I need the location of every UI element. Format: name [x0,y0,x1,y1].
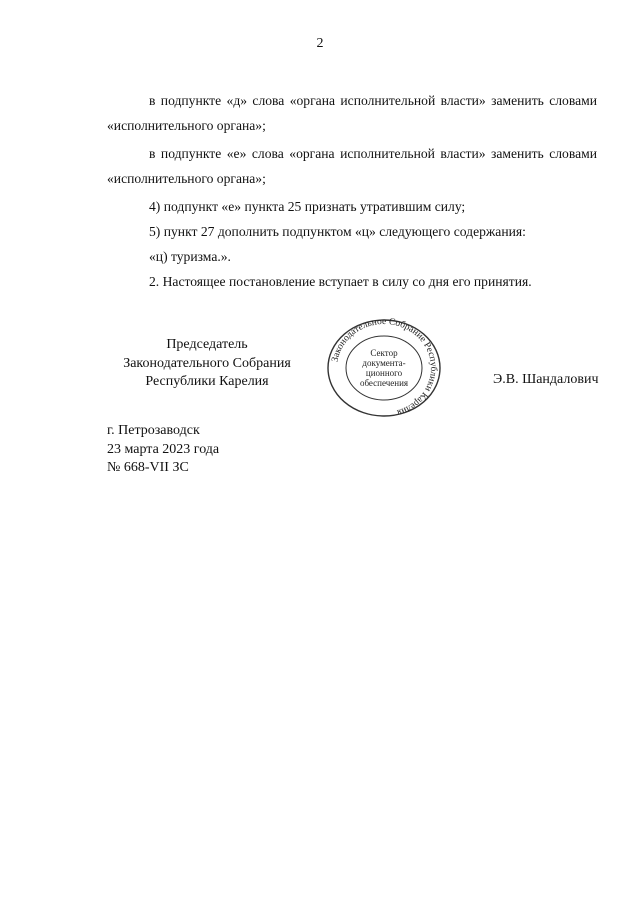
paragraph: в подпункте «д» слова «органа исполнительной власти» заменить словами «исполнительного органа»; [107,93,597,133]
document-number: № 668-VII ЗС [107,460,189,475]
stamp-text: обеспечения [359,378,409,388]
paragraph: в подпункте «е» слова «органа исполнительной власти» заменить словами «исполнительного органа»; [107,146,597,186]
paragraph: 4) подпункт «е» пункта 25 признать утратившим силу; [149,199,466,214]
signer-name: Э.В. Шандалович [493,372,599,387]
city: г. Петрозаводск [107,423,200,438]
signature-title [107,336,307,392]
stamp-text: Сектор [370,348,398,358]
paragraph: 2. Настоящее постановление вступает в силу со дня его принятия. [149,274,532,289]
paragraph: «ц) туризма.». [149,249,231,264]
stamp-ring-text: Законодательное Собрание Республики Карелия [330,318,439,418]
stamp-seal-icon [325,318,443,418]
signature-line: Республики Карелия [145,374,269,389]
paragraph: 5) пункт 27 дополнить подпунктом «ц» следующего содержания: [149,224,526,239]
date: 23 марта 2023 года [107,441,220,457]
signature-line: Председатель [166,337,248,352]
place-date-block [107,422,219,478]
page-number: 2 [316,36,324,51]
document-body [107,88,597,294]
official-stamp [325,318,443,418]
signature-line: Законодательного Собрания [123,355,291,371]
stamp-text: ционного [365,368,403,378]
stamp-text: документа- [362,358,406,368]
